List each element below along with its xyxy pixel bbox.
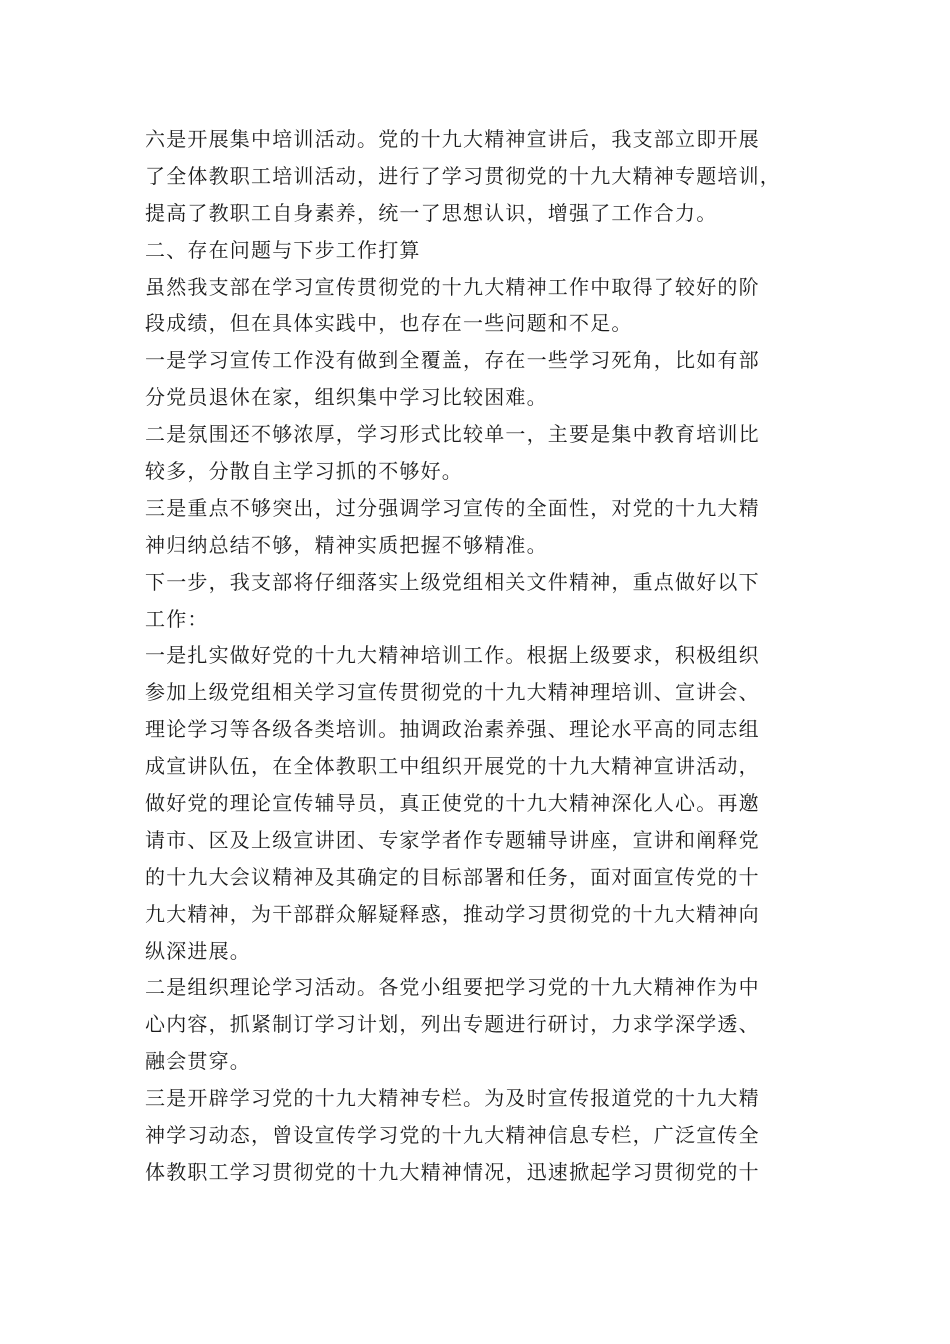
text-line: 工作：: [145, 606, 209, 631]
text-line: 二是组织理论学习活动。各党小组要把学习党的十九大精神作为中: [145, 975, 760, 1000]
text-line: 一是扎实做好党的十九大精神培训工作。根据上级要求，积极组织: [145, 643, 760, 668]
text-line: 分党员退休在家，组织集中学习比较困难。: [145, 385, 548, 410]
text-line: 体教职工学习贯彻党的十九大精神情况，迅速掀起学习贯彻党的十: [145, 1159, 760, 1184]
section-heading: 二、存在问题与下步工作打算: [145, 237, 421, 262]
text-line: 提高了教职工自身素养，统一了思想认识，增强了工作合力。: [145, 200, 718, 225]
text-line: 较多，分散自主学习抓的不够好。: [145, 459, 463, 484]
text-line: 六是开展集中培训活动。党的十九大精神宣讲后，我支部立即开展: [145, 127, 760, 151]
text-line: 下一步，我支部将仔细落实上级党组相关文件精神，重点做好以下: [145, 569, 760, 594]
text-line: 虽然我支部在学习宣传贯彻党的十九大精神工作中取得了较好的阶: [145, 274, 760, 299]
text-line: 了全体教职工培训活动，进行了学习贯彻党的十九大精神专题培训，: [145, 163, 781, 188]
text-line: 做好党的理论宣传辅导员，真正使党的十九大精神深化人心。再邀: [145, 791, 760, 816]
text-line: 三是重点不够突出，过分强调学习宣传的全面性，对党的十九大精: [145, 495, 760, 520]
text-line: 成宣讲队伍，在全体教职工中组织开展党的十九大精神宣讲活动，: [145, 754, 760, 779]
text-line: 段成绩，但在具体实践中，也存在一些问题和不足。: [145, 311, 633, 336]
text-line: 融会贯穿。: [145, 1049, 251, 1074]
text-line: 请市、区及上级宣讲团、专家学者作专题辅导讲座，宣讲和阐释党: [145, 827, 760, 852]
text-line: 理论学习等各级各类培训。抽调政治素养强、理论水平高的同志组: [145, 717, 760, 742]
text-line: 神归纳总结不够，精神实质把握不够精准。: [145, 532, 548, 557]
text-line: 纵深进展。: [145, 938, 251, 963]
text-line: 参加上级党组相关学习宣传贯彻党的十九大精神理培训、宣讲会、: [145, 680, 760, 705]
text-line: 一是学习宣传工作没有做到全覆盖，存在一些学习死角，比如有部: [145, 348, 760, 373]
text-line: 神学习动态，曾设宣传学习党的十九大精神信息专栏，广泛宣传全: [145, 1123, 760, 1148]
text-line: 的十九大会议精神及其确定的目标部署和任务，面对面宣传党的十: [145, 864, 760, 889]
text-line: 九大精神，为干部群众解疑释惑，推动学习贯彻党的十九大精神向: [145, 901, 760, 926]
document-body: [145, 121, 810, 1191]
text-line: 心内容，抓紧制订学习计划，列出专题进行研讨，力求学深学透、: [145, 1012, 760, 1037]
text-line: 二是氛围还不够浓厚，学习形式比较单一，主要是集中教育培训比: [145, 422, 760, 447]
text-line: 三是开辟学习党的十九大精神专栏。为及时宣传报道党的十九大精: [145, 1086, 760, 1111]
